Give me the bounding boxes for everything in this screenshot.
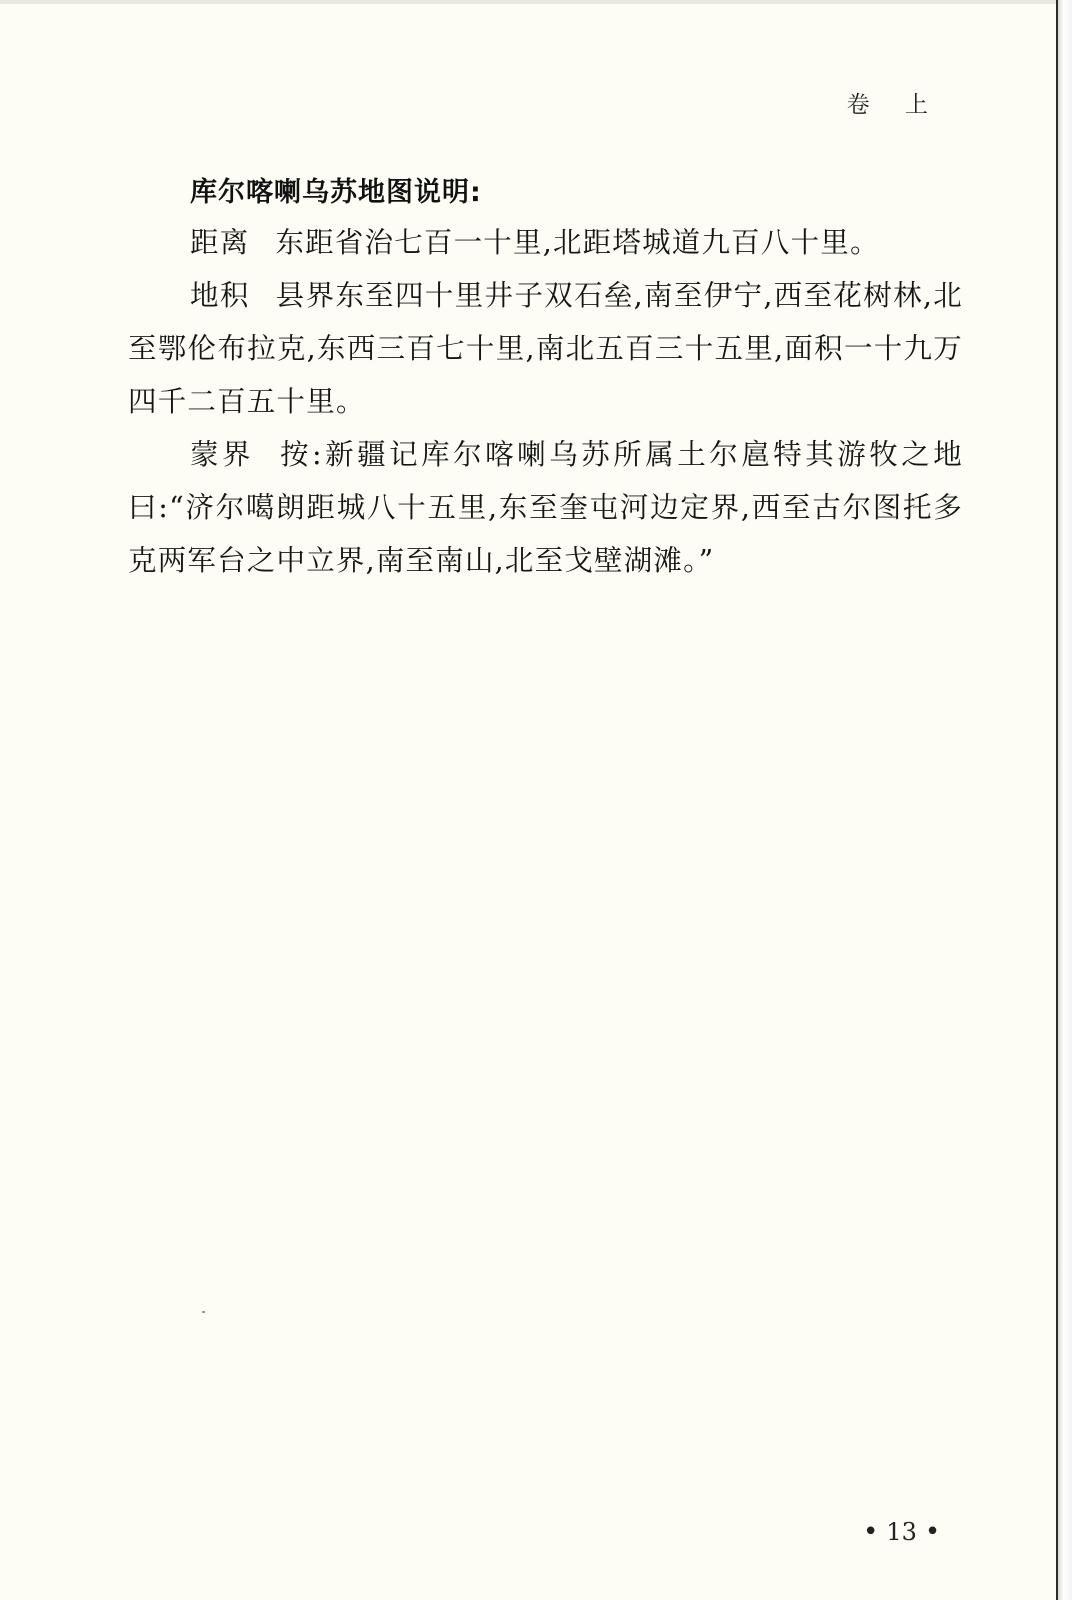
page-right-edge: [1056, 0, 1072, 1600]
paragraph-term: 地积: [190, 279, 250, 312]
paragraph-text: 县界东至四十里井子双石垒,南至伊宁,西至花树林,北至鄂伦布拉克,东西三百七十里,南北五百三十五里,面积一十九万四千二百五十里。: [128, 279, 963, 418]
paragraph-term: 蒙界: [190, 438, 255, 471]
paragraph-term: 距离: [190, 226, 250, 259]
paragraph-mongol-boundary: [128, 428, 963, 587]
page-number: [855, 1517, 948, 1547]
paragraph-text: 东距省治七百一十里,北距塔城道九百八十里。: [275, 226, 880, 259]
paragraph-area: [128, 269, 963, 428]
running-head: 卷 上: [846, 92, 942, 118]
page-top-edge: [0, 0, 1056, 4]
paper-speck: [202, 1311, 205, 1313]
body-text: [128, 216, 963, 587]
folio-dot-left: •: [863, 1517, 879, 1547]
folio-dot-right: •: [924, 1517, 941, 1547]
paragraph-distance: [128, 216, 963, 269]
section-heading: 库尔喀喇乌苏地图说明:: [190, 177, 482, 208]
paragraph-text: 按:新疆记库尔喀喇乌苏所属土尔扈特其游牧之地曰:“济尔噶朗距城八十五里,东至奎屯河边定界,西至古尔图托多克两军台之中立界,南至南山,北至戈壁湖滩。”: [128, 438, 963, 577]
page-number-value: 13: [886, 1518, 917, 1546]
